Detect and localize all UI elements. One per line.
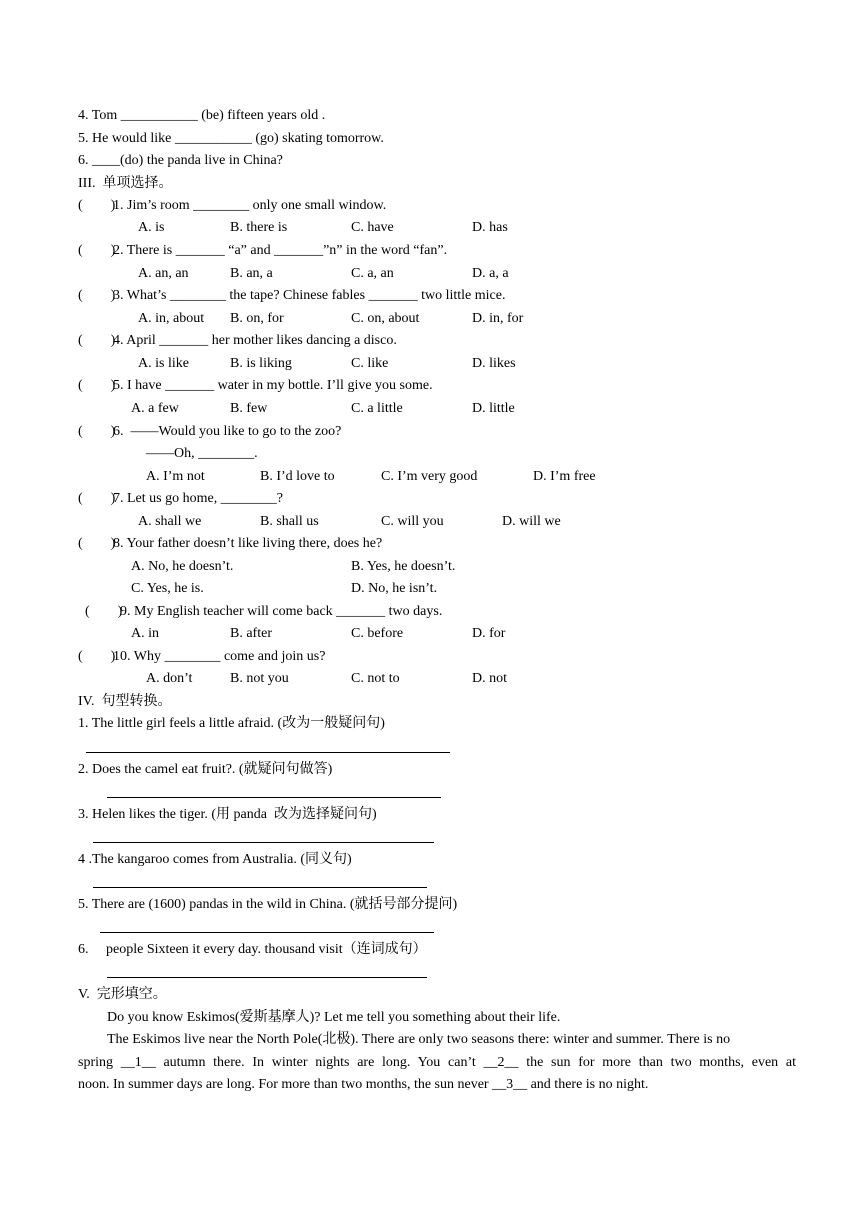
option-d: D. for [472, 626, 506, 641]
cloze-paragraph-line: The Eskimos live near the North Pole(北极). There are only two seasons there: winter and summer. There is no [107, 1032, 731, 1047]
option-b: B. an, a [230, 266, 273, 281]
option-d: D. likes [472, 356, 516, 371]
option-c: C. not to [351, 671, 400, 686]
question-stem: 2. There is _______ “a” and _______”n” in the word “fan”. [113, 243, 448, 258]
option-c: C. will you [381, 514, 444, 529]
question-stem: 7. Let us go home, ________? [113, 491, 283, 506]
answer-bracket: ( ) [78, 333, 116, 348]
answer-bracket: ( ) [78, 536, 116, 551]
transform-item: 3. Helen likes the tiger. (用 panda 改为选择疑问句) [78, 807, 377, 822]
answer-line [107, 797, 441, 798]
cloze-paragraph-line: noon. In summer days are long. For more than two months, the sun never __3__ and there is no night. [78, 1077, 649, 1092]
fill-item-4: 4. Tom ___________ (be) fifteen years old . [78, 108, 326, 123]
option-a: A. shall we [138, 514, 202, 529]
option-d: D. little [472, 401, 515, 416]
option-c: C. Yes, he is. [131, 581, 204, 596]
option-a: A. a few [131, 401, 179, 416]
section-heading-multiple-choice: III. 单项选择。 [78, 176, 173, 191]
question-stem: 8. Your father doesn’t like living there, does he? [113, 536, 383, 551]
section-heading-cloze: V. 完形填空。 [78, 987, 167, 1002]
answer-line [86, 752, 450, 753]
option-c: C. have [351, 220, 394, 235]
option-b: B. Yes, he doesn’t. [351, 559, 456, 574]
option-b: B. after [230, 626, 272, 641]
question-stem: 3. What’s ________ the tape? Chinese fables _______ two little mice. [113, 288, 506, 303]
answer-line [93, 842, 434, 843]
option-c: C. I’m very good [381, 469, 478, 484]
question-stem: 10. Why ________ come and join us? [113, 649, 326, 664]
option-d: D. a, a [472, 266, 509, 281]
option-d: D. has [472, 220, 508, 235]
option-c: C. on, about [351, 311, 420, 326]
option-b: B. shall us [260, 514, 319, 529]
option-a: A. in [131, 626, 159, 641]
question-stem: 1. Jim’s room ________ only one small window. [113, 198, 387, 213]
option-c: C. a little [351, 401, 403, 416]
option-d: D. No, he isn’t. [351, 581, 438, 596]
answer-line [107, 977, 427, 978]
answer-bracket: ( ) [78, 198, 116, 213]
option-b: B. on, for [230, 311, 284, 326]
answer-line [100, 932, 434, 933]
option-d: D. in, for [472, 311, 524, 326]
transform-item: 2. Does the camel eat fruit?. (就疑问句做答) [78, 762, 333, 777]
question-stem: 4. April _______ her mother likes dancing a disco. [113, 333, 397, 348]
answer-bracket: ( ) [78, 491, 116, 506]
answer-bracket: ( ) [85, 604, 123, 619]
option-d: D. not [472, 671, 507, 686]
option-d: D. will we [502, 514, 561, 529]
option-d: D. I’m free [533, 469, 596, 484]
answer-line [93, 887, 427, 888]
cloze-paragraph-line: spring __1__ autumn there. In winter nights are long. You can’t __2__ the sun for more than two months, even at [78, 1055, 796, 1070]
option-a: A. in, about [138, 311, 205, 326]
question-stem: 5. I have _______ water in my bottle. I’ll give you some. [113, 378, 433, 393]
transform-item: 1. The little girl feels a little afraid. (改为一般疑问句) [78, 716, 385, 731]
answer-bracket: ( ) [78, 649, 116, 664]
option-a: A. is [138, 220, 165, 235]
question-stem: 6. ——Would you like to go to the zoo? [113, 424, 342, 439]
option-b: B. is liking [230, 356, 292, 371]
option-b: B. there is [230, 220, 288, 235]
transform-item: 5. There are (1600) pandas in the wild in China. (就括号部分提问) [78, 897, 458, 912]
fill-item-6: 6. ____(do) the panda live in China? [78, 153, 283, 168]
option-a: A. No, he doesn’t. [131, 559, 234, 574]
answer-bracket: ( ) [78, 424, 116, 439]
section-heading-sentence-transformation: IV. 句型转换。 [78, 694, 172, 709]
transform-item: 4 .The kangaroo comes from Australia. (同义句) [78, 852, 352, 867]
option-c: C. a, an [351, 266, 394, 281]
question-stem-reply: ——Oh, ________. [146, 446, 258, 461]
transform-item: 6. people Sixteen it every day. thousand visit（连词成句） [78, 942, 427, 957]
option-c: C. like [351, 356, 389, 371]
fill-item-5: 5. He would like ___________ (go) skating tomorrow. [78, 131, 384, 146]
answer-bracket: ( ) [78, 288, 116, 303]
option-b: B. not you [230, 671, 289, 686]
answer-bracket: ( ) [78, 243, 116, 258]
option-c: C. before [351, 626, 404, 641]
option-a: A. don’t [146, 671, 193, 686]
option-a: A. is like [138, 356, 189, 371]
answer-bracket: ( ) [78, 378, 116, 393]
cloze-paragraph-intro: Do you know Eskimos(爱斯基摩人)? Let me tell you something about their life. [107, 1010, 561, 1025]
option-a: A. I’m not [146, 469, 205, 484]
question-stem: 9. My English teacher will come back _______ two days. [120, 604, 443, 619]
option-a: A. an, an [138, 266, 189, 281]
option-b: B. I’d love to [260, 469, 335, 484]
option-b: B. few [230, 401, 268, 416]
